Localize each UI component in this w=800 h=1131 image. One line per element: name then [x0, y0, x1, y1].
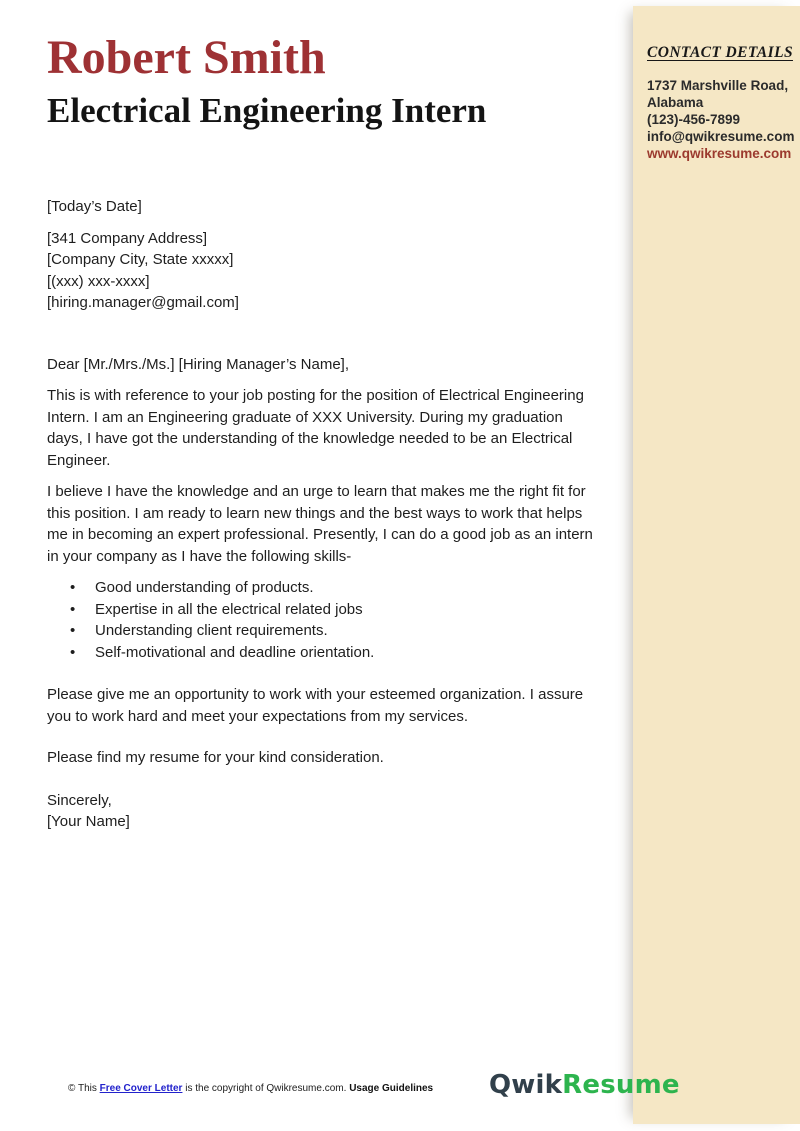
- company-address-line: [(xxx) xxx-xxxx]: [47, 272, 150, 290]
- letter-paragraph-3: Please give me an opportunity to work with your esteemed organization. I assure you to work hard and meet your expectations from my services.: [47, 686, 584, 725]
- letter-paragraph-4: Please find my resume for your kind consideration.: [47, 749, 384, 766]
- skill-item: • Understanding client requirements.: [95, 620, 594, 642]
- logo-text-qwik: Qwik: [489, 1070, 563, 1100]
- company-address-line: [341 Company Address]: [47, 229, 208, 247]
- signature-placeholder: [Your Name]: [47, 813, 130, 830]
- contact-details-block: [647, 77, 795, 162]
- letter-paragraph-2: I believe I have the knowledge and an urge to learn that makes me the right fit for this position. I am ready to learn new things and the best ways to work that helps me in becoming an expert professional. Presently, I can do a good job as an intern in your company as I have the following skills-: [47, 483, 593, 565]
- footer-copyright: [68, 1083, 433, 1094]
- letter-main-column: [47, 0, 594, 843]
- logo-text-resume: Resume: [562, 1070, 680, 1100]
- skill-item: • Good understanding of products.: [95, 577, 594, 599]
- letter-paragraph-1: This is with reference to your job posting for the position of Electrical Engineering Intern. I am an Engineering graduate of XXX University. During my graduation days, I have got the understanding of the knowledge needed to be an Electrical Engineer.: [47, 387, 584, 469]
- letter-body: [47, 196, 594, 833]
- skills-list: [47, 577, 594, 663]
- contact-details-heading: CONTACT DETAILS: [647, 44, 793, 61]
- copyright-prefix: © This: [68, 1083, 100, 1094]
- company-address-block: [47, 228, 594, 314]
- company-address-line: [hiring.manager@gmail.com]: [47, 294, 239, 311]
- contact-address-line1: 1737 Marshville Road,: [647, 78, 789, 93]
- contact-sidebar: [633, 6, 800, 1124]
- contact-email: info@qwikresume.com: [647, 129, 795, 144]
- usage-guidelines-link[interactable]: Usage Guidelines: [349, 1083, 434, 1094]
- skill-item: • Expertise in all the electrical related jobs: [95, 599, 594, 621]
- qwikresume-logo: [489, 1070, 680, 1100]
- skill-item: • Self-motivational and deadline orientation.: [95, 642, 594, 664]
- contact-address-line2: Alabama: [647, 95, 704, 110]
- free-cover-letter-link[interactable]: Free Cover Letter: [99, 1083, 183, 1094]
- closing: Sincerely,: [47, 791, 112, 809]
- copyright-middle: is the copyright of Qwikresume.com.: [182, 1083, 350, 1094]
- company-address-line: [Company City, State xxxxx]: [47, 251, 234, 268]
- contact-website-link[interactable]: www.qwikresume.com: [647, 146, 792, 161]
- salutation: Dear [Mr./Mrs./Ms.] [Hiring Manager’s Name],: [47, 355, 350, 373]
- date-placeholder: [Today’s Date]: [47, 198, 142, 215]
- candidate-name: Robert Smith: [47, 31, 326, 84]
- contact-phone: (123)-456-7899: [647, 112, 741, 127]
- job-title: Electrical Engineering Intern: [47, 91, 487, 130]
